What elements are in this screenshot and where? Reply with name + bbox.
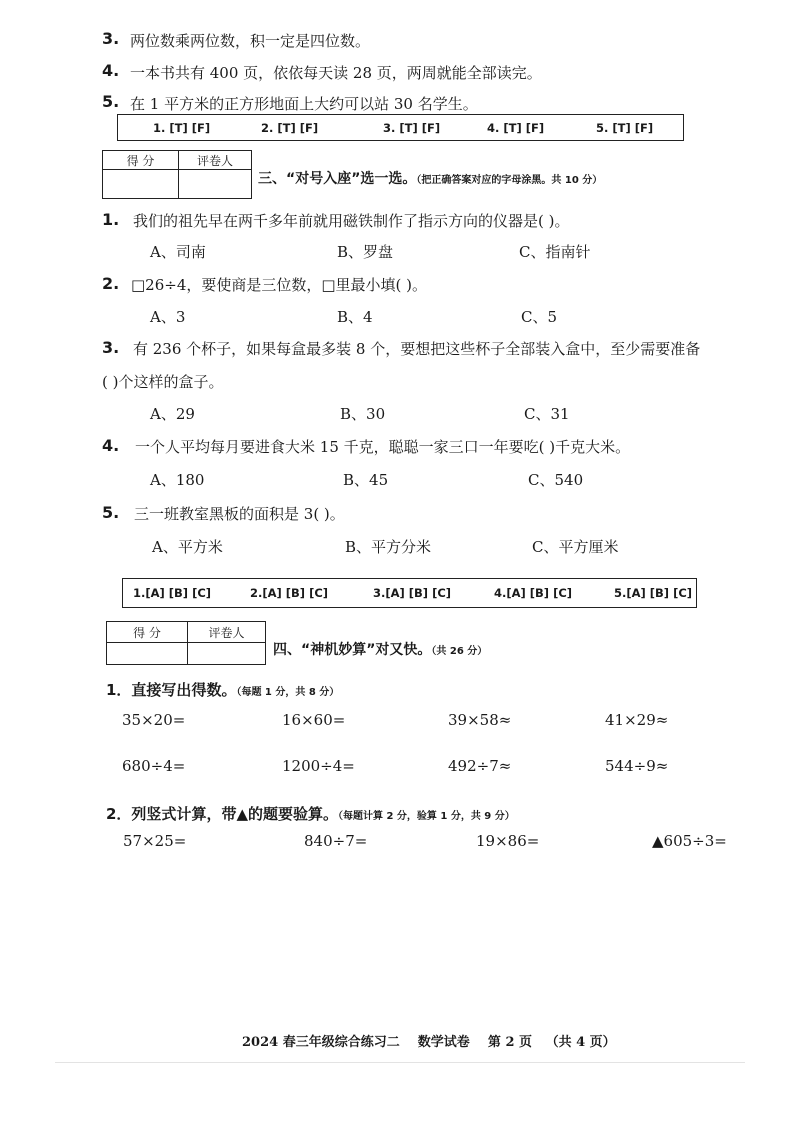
section4-heading: [273, 639, 487, 659]
choice-answer-2[interactable]: 2.[A] [B] [C]: [250, 586, 329, 600]
choice-4-option-a: A、180: [150, 471, 205, 489]
choice-answer-4[interactable]: 4.[A] [B] [C]: [494, 586, 573, 600]
choice-3-option-b: B、30: [340, 405, 386, 423]
section3-title: 三、“对号入座”选一选。: [258, 171, 417, 187]
written-calc-1: 57×25=: [123, 832, 187, 850]
judge-num-5: 5.: [102, 92, 120, 111]
choice-1-option-b: B、罗盘: [337, 243, 394, 261]
choice-answer-1[interactable]: 1.[A] [B] [C]: [133, 586, 212, 600]
judge-answer-5[interactable]: 5. [T] [F]: [596, 120, 654, 135]
page-footer: 2024 春三年级综合练习二 数学试卷 第 2 页 （共 4 页）: [242, 1035, 616, 1050]
grader-label: 评卷人: [188, 622, 266, 643]
choice-text-2: □26÷4，要使商是三位数，□里最小填( )。: [131, 276, 428, 294]
choice-text-5: 三一班教室黑板的面积是 3( )。: [134, 505, 345, 523]
section3-score-table: [102, 150, 252, 199]
choice-4-option-c: C、540: [528, 471, 584, 489]
part2-heading: [106, 803, 515, 824]
choice-4-option-b: B、45: [343, 471, 389, 489]
judge-text-3: 两位数乘两位数，积一定是四位数。: [130, 32, 371, 50]
written-calc-4-check: ▲605÷3=: [652, 832, 727, 850]
part1-heading: [106, 679, 339, 700]
choice-answer-5[interactable]: 5.[A] [B] [C]: [614, 586, 693, 600]
choice-2-option-b: B、4: [337, 308, 373, 326]
choice-num-2: 2.: [102, 274, 120, 293]
section3-note: （把正确答案对应的字母涂黑。共 10 分）: [416, 175, 603, 186]
part2-note: （每题计算 2 分，验算 1 分，共 9 分）: [337, 811, 515, 822]
choice-num-1: 1.: [102, 210, 120, 229]
calc-1-4: 41×29≈: [605, 711, 669, 729]
calc-2-4: 544÷9≈: [605, 757, 669, 775]
judge-text-4: 一本书共有 400 页，依依每天读 28 页，两周就能全部读完。: [130, 64, 542, 82]
choice-5-option-c: C、平方厘米: [532, 538, 619, 556]
choice-1-option-a: A、司南: [150, 243, 206, 261]
choice-2-option-c: C、5: [521, 308, 558, 326]
part1-label: 1．直接写出得数。: [106, 681, 237, 699]
judge-text-5: 在 1 平方米的正方形地面上大约可以站 30 名学生。: [130, 95, 478, 113]
choice-3-option-c: C、31: [524, 405, 570, 423]
choice-num-4: 4.: [102, 436, 120, 455]
grader-label: 评卷人: [179, 151, 252, 170]
section4-title: 四、“神机妙算”对又快。: [273, 642, 432, 658]
choice-2-option-a: A、3: [150, 308, 186, 326]
choice-answer-3[interactable]: 3.[A] [B] [C]: [373, 586, 452, 600]
choice-text-3: 有 236 个杯子，如果每盒最多装 8 个，要想把这些杯子全部装入盒中，至少需要准备: [133, 340, 701, 358]
choice-1-option-c: C、指南针: [519, 243, 591, 261]
judge-answer-3[interactable]: 3. [T] [F]: [383, 120, 441, 135]
choice-num-3: 3.: [102, 338, 120, 357]
judge-num-4: 4.: [102, 61, 120, 80]
bottom-divider: [55, 1062, 745, 1063]
section3-heading: [258, 168, 602, 188]
score-cell[interactable]: [107, 643, 188, 665]
calc-1-3: 39×58≈: [448, 711, 512, 729]
choice-3-option-a: A、29: [150, 405, 195, 423]
choice-answer-box: [122, 578, 697, 608]
score-label: 得 分: [107, 622, 188, 643]
grader-cell[interactable]: [188, 643, 266, 665]
section4-note: （共 26 分）: [431, 646, 488, 657]
choice-text-1: 我们的祖先早在两千多年前就用磁铁制作了指示方向的仪器是( )。: [133, 212, 570, 230]
section4-score-table: [106, 621, 266, 665]
written-calc-2: 840÷7=: [304, 832, 368, 850]
part2-label: 2．列竖式计算，带▲的题要验算。: [106, 805, 338, 823]
choice-text-3-continued: ( )个这样的盒子。: [102, 373, 224, 391]
choice-5-option-a: A、平方米: [152, 538, 223, 556]
calc-1-2: 16×60=: [282, 711, 346, 729]
score-label: 得 分: [103, 151, 179, 170]
score-cell[interactable]: [103, 170, 179, 199]
choice-num-5: 5.: [102, 503, 120, 522]
judge-answer-1[interactable]: 1. [T] [F]: [153, 120, 211, 135]
judge-num-3: 3.: [102, 29, 120, 48]
judge-answer-2[interactable]: 2. [T] [F]: [261, 120, 319, 135]
written-calc-3: 19×86=: [476, 832, 540, 850]
grader-cell[interactable]: [179, 170, 252, 199]
judge-answer-4[interactable]: 4. [T] [F]: [487, 120, 545, 135]
calc-2-2: 1200÷4=: [282, 757, 355, 775]
choice-text-4: 一个人平均每月要进食大米 15 千克，聪聪一家三口一年要吃( )千克大米。: [135, 438, 631, 456]
judge-answer-box: [117, 114, 684, 141]
choice-5-option-b: B、平方分米: [345, 538, 432, 556]
part1-note: （每题 1 分，共 8 分）: [236, 687, 340, 698]
calc-2-3: 492÷7≈: [448, 757, 512, 775]
calc-2-1: 680÷4=: [122, 757, 186, 775]
calc-1-1: 35×20=: [122, 711, 186, 729]
